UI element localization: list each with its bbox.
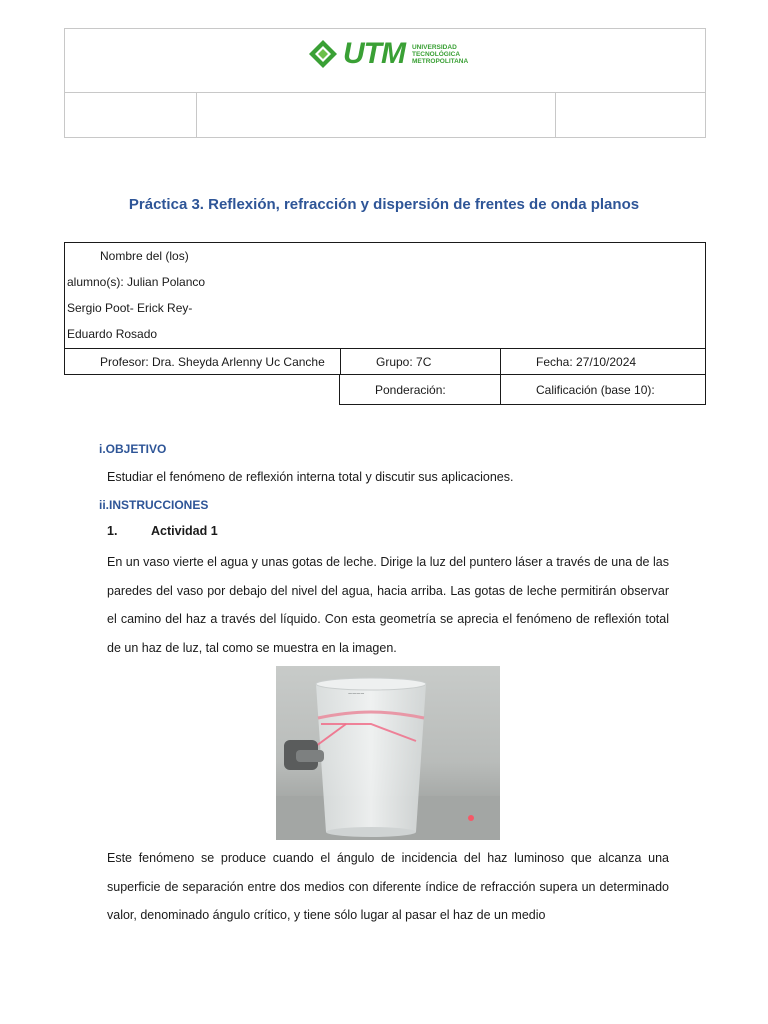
student-info-table — [64, 242, 706, 375]
header-cell-right — [556, 93, 705, 138]
professor-cell: Profesor: Dra. Sheyda Arlenny Uc Canche — [65, 349, 341, 375]
activity-text: En un vaso vierte el agua y unas gotas de leche. Dirige la luz del puntero láser a través de una de las paredes del vaso por debajo del nivel del agua, hacia arriba. Las gotas de leche permitirán observar el camino del haz a través del líquido. Con esta geometría se aprecia el fenómeno de reflexión total de un haz de luz, tal como se muestra en la imagen. — [107, 555, 669, 655]
date-cell: Fecha: 27/10/2024 — [536, 355, 637, 369]
professor-row — [65, 349, 705, 375]
activity-heading — [107, 524, 218, 538]
explanation-text: Este fenómeno se produce cuando el ángulo de incidencia del haz luminoso que alcanza una superficie de separación entre dos medios con diferente índice de refracción supera un determinado valor, denominado ángulo crítico, y tiene sólo lugar al pasar el haz de un medio — [107, 851, 669, 922]
header-cell-middle — [197, 93, 556, 138]
logo-institution-name: UNIVERSIDAD TECNOLÓGICA METROPOLITANA — [411, 43, 469, 65]
header-empty-row — [65, 93, 705, 138]
students-line: Sergio Poot- Erick Rey- — [67, 301, 193, 315]
group-cell: Grupo: 7C — [341, 349, 501, 375]
weighting-cell: Ponderación: — [340, 375, 501, 404]
students-label: Nombre del (los) — [100, 249, 189, 263]
activity-title: Actividad 1 — [151, 524, 218, 538]
grade-cell: Calificación (base 10): — [536, 382, 655, 397]
utm-logo — [305, 29, 495, 79]
page-title: Práctica 3. Reflexión, refracción y dispersión de frentes de onda planos — [128, 196, 640, 213]
students-line: Eduardo Rosado — [67, 327, 158, 341]
activity-number: 1. — [107, 524, 118, 538]
photo-illustration — [276, 666, 500, 840]
utm-diamond-icon — [307, 38, 339, 70]
students-line: alumno(s): Julian Polanco — [67, 275, 206, 289]
grading-row — [339, 374, 706, 405]
header-table — [64, 28, 706, 138]
instructions-heading: ii.INSTRUCCIONES — [99, 498, 209, 512]
logo-brand: UTM — [343, 37, 405, 70]
header-logo-row — [65, 29, 705, 93]
header-cell-left — [65, 93, 197, 138]
students-cell — [65, 243, 705, 349]
objective-text: Estudiar el fenómeno de reflexión interna total y discutir sus aplicaciones. — [107, 470, 514, 484]
glass-label-mark: ~~~~ — [348, 691, 365, 698]
laser-glass-photo — [276, 666, 500, 840]
objective-heading: i.OBJETIVO — [99, 442, 167, 456]
